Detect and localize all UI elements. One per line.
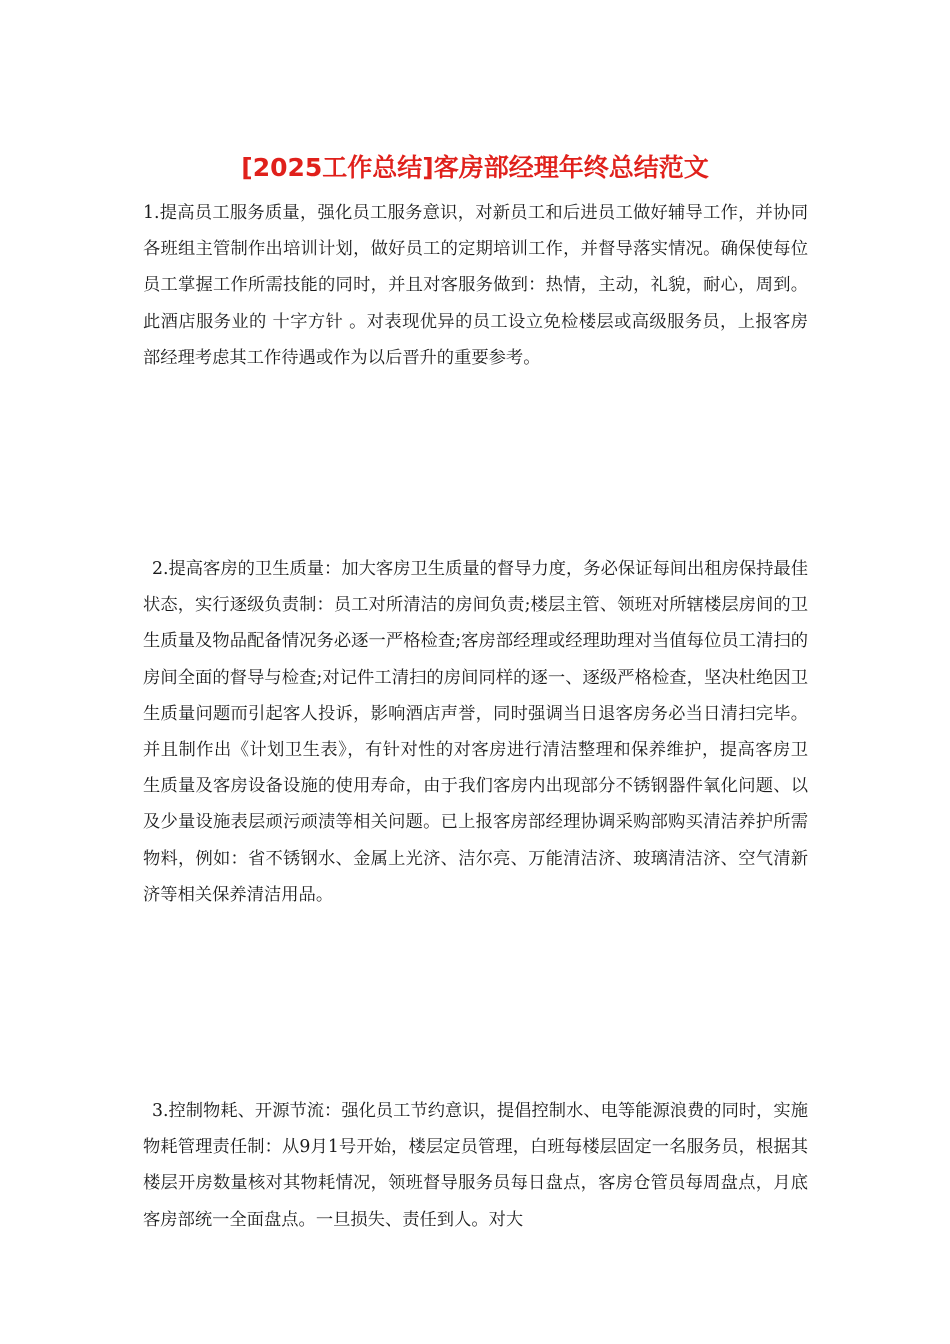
- paragraph-1: 1.提高员工服务质量，强化员工服务意识，对新员工和后进员工做好辅导工作，并协同各班组主管制作出培训计划，做好员工的定期培训工作，并督导落实情况。确保使每位员工掌握工作所需技能的同时，并且对客服务做到：热情，主动，礼貌，耐心，周到。此酒店服务业的 十字方针 。对表现优异的员工设立免检楼层或高级服务员，上报客房部经理考虑其工作待遇或作为以后晋升的重要参考。: [143, 203, 808, 368]
- paragraph-3: 3.控制物耗、开源节流：强化员工节约意识，提倡控制水、电等能源浪费的同时，实施物耗管理责任制：从9月1号开始，楼层定员管理，白班每楼层固定一名服务员，根据其楼层开房数量核对其物耗情况，领班督导服务员每日盘点，客房仓管员每周盘点，月底客房部统一全面盘点。一旦损失、责任到人。对大: [143, 1101, 808, 1230]
- paragraph-2: 2.提高客房的卫生质量：加大客房卫生质量的督导力度，务必保证每间出租房保持最佳状态，实行逐级负责制：员工对所清洁的房间负责;楼层主管、领班对所辖楼层房间的卫生质量及物品配备情况务必逐一严格检查;客房部经理或经理助理对当值每位员工清扫的房间全面的督导与检查;对记件工清扫的房间同样的逐一、逐级严格检查，坚决杜绝因卫生质量问题而引起客人投诉，影响酒店声誉，同时强调当日退客房务必当日清扫完毕。并且制作出《计划卫生表》，有针对性的对客房进行清洁整理和保养维护，提高客房卫生质量及客房设备设施的使用寿命，由于我们客房内出现部分不锈钢器件氧化问题、以及少量设施表层顽污顽渍等相关问题。已上报客房部经理协调采购部购买清洁养护所需物料，例如：省不锈钢水、金属上光济、洁尔亮、万能清洁济、玻璃清洁济、空气清新济等相关保养清洁用品。: [143, 559, 808, 905]
- document-title: [2025工作总结]客房部经理年终总结范文: [241, 153, 709, 182]
